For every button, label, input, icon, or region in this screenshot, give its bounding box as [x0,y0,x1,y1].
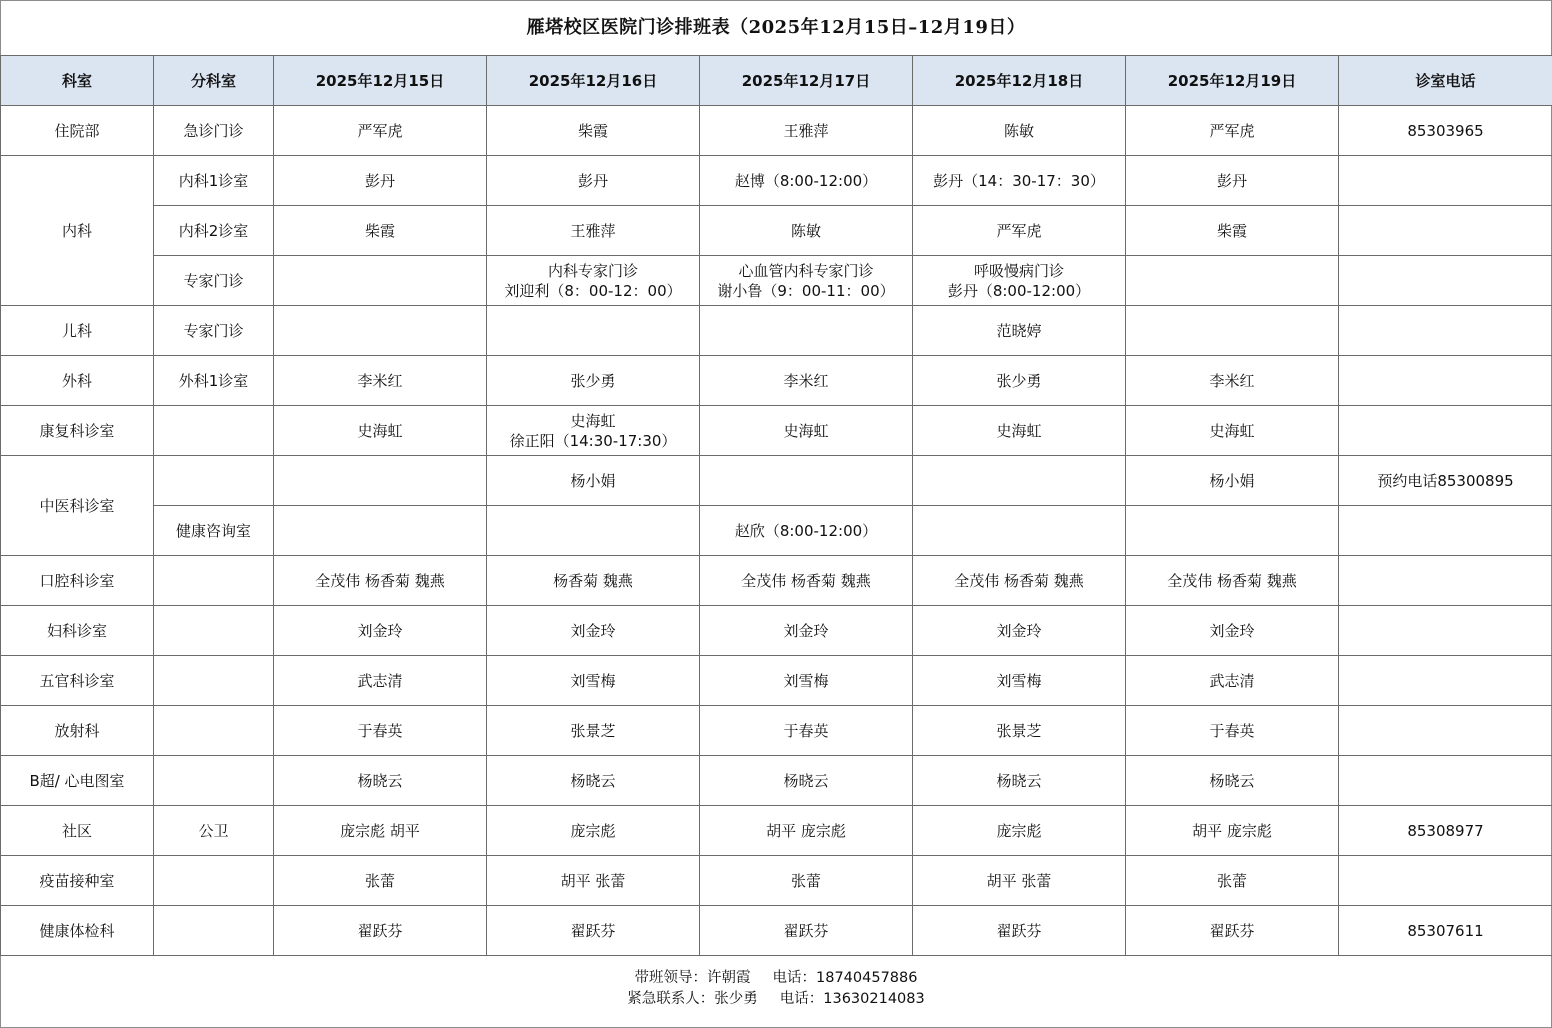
clinic-name: 心血管内科专家门诊 [738,261,874,280]
header-day-2: 2025年12月16日 [487,56,700,106]
phone-cell [1339,506,1552,556]
day-cell: 庞宗彪 胡平 [274,806,487,856]
day-cell: 刘金玲 [1126,606,1339,656]
day-cell: 柴霞 [487,106,700,156]
day-cell: 翟跃芬 [487,906,700,956]
table-row [1,656,1552,706]
phone-cell: 85308977 [1339,806,1552,856]
day-cell: 刘雪梅 [700,656,913,706]
subdept-cell [154,856,274,906]
day-cell: 柴霞 [1126,206,1339,256]
day-cell: 刘金玲 [913,606,1126,656]
dept-cell: 健康体检科 [1,906,154,956]
subdept-cell: 专家门诊 [154,306,274,356]
table-row [1,356,1552,406]
day-cell: 全茂伟 杨香菊 魏燕 [274,556,487,606]
day-cell: 全茂伟 杨香菊 魏燕 [700,556,913,606]
dept-cell: 放射科 [1,706,154,756]
dept-cell: 口腔科诊室 [1,556,154,606]
day-cell: 张蕾 [1126,856,1339,906]
table-row [1,706,1552,756]
day-cell: 王雅萍 [487,206,700,256]
day-cell: 李米红 [700,356,913,406]
dept-cell: 内科 [1,156,154,306]
subdept-cell [154,456,274,506]
day-cell: 严军虎 [274,106,487,156]
day-cell: 于春英 [274,706,487,756]
phone-cell: 85303965 [1339,106,1552,156]
day-cell: 刘金玲 [487,606,700,656]
phone-cell [1339,356,1552,406]
day-cell [487,306,700,356]
day-cell [274,456,487,506]
day-cell [700,456,913,506]
table-row [1,456,1552,506]
header-day-3: 2025年12月17日 [700,56,913,106]
day-cell: 庞宗彪 [487,806,700,856]
day-cell: 杨小娟 [487,456,700,506]
day-cell [913,456,1126,506]
phone-cell [1339,706,1552,756]
leader-label: 带班领导：许朝霞 [634,970,751,986]
subdept-cell [154,406,274,456]
phone-cell [1339,656,1552,706]
day-cell [274,506,487,556]
contact-label: 紧急联系人：张少勇 [627,991,758,1007]
day-cell: 武志清 [274,656,487,706]
day-cell: 赵博（8:00-12:00） [700,156,913,206]
day-cell: 刘雪梅 [913,656,1126,706]
doctor-time: 徐正阳（14:30-17:30） [509,431,677,450]
clinic-name: 呼吸慢病门诊 [973,261,1064,280]
phone-cell [1339,556,1552,606]
clinic-name: 内科专家门诊 [547,261,638,280]
page-title: 雁塔校区医院门诊排班表（2025年12月15日–12月19日） [526,17,1026,38]
day-cell: 彭丹 [487,156,700,206]
footer-contacts [1,968,1551,1010]
subdept-cell [154,606,274,656]
day-cell: 彭丹 [274,156,487,206]
subdept-cell: 内科2诊室 [154,206,274,256]
day-cell: 王雅萍 [700,106,913,156]
day-cell: 全茂伟 杨香菊 魏燕 [913,556,1126,606]
day-cell: 杨香菊 魏燕 [487,556,700,606]
table-row [1,406,1552,456]
day-cell [913,506,1126,556]
day-cell: 刘雪梅 [487,656,700,706]
leader-phone: 电话：18740457886 [772,970,918,986]
leader-line [1,968,1551,989]
subdept-cell [154,656,274,706]
day-cell: 史海虹 [700,406,913,456]
dept-cell: 外科 [1,356,154,406]
day-cell [487,256,700,306]
header-row [1,56,1552,106]
day-cell: 庞宗彪 [913,806,1126,856]
table-row [1,106,1552,156]
day-cell: 胡平 庞宗彪 [700,806,913,856]
doctor-name: 史海虹 [570,411,616,430]
phone-cell [1339,256,1552,306]
day-cell [274,306,487,356]
day-cell [700,306,913,356]
day-cell: 张蕾 [700,856,913,906]
day-cell: 张少勇 [487,356,700,406]
phone-cell [1339,206,1552,256]
header-dept: 科室 [1,56,154,106]
dept-cell: 康复科诊室 [1,406,154,456]
day-cell [913,256,1126,306]
day-cell [1126,506,1339,556]
subdept-cell [154,556,274,606]
day-cell: 杨晓云 [913,756,1126,806]
day-cell: 于春英 [700,706,913,756]
day-cell: 张少勇 [913,356,1126,406]
day-cell: 杨晓云 [274,756,487,806]
day-cell [487,406,700,456]
phone-cell: 85307611 [1339,906,1552,956]
day-cell: 李米红 [274,356,487,406]
subdept-cell: 专家门诊 [154,256,274,306]
phone-cell [1339,606,1552,656]
day-cell: 翟跃芬 [1126,906,1339,956]
day-cell [700,256,913,306]
day-cell: 史海虹 [274,406,487,456]
table-row [1,206,1552,256]
phone-cell [1339,156,1552,206]
day-cell: 杨晓云 [700,756,913,806]
day-cell: 彭丹（14：30-17：30） [913,156,1126,206]
subdept-cell [154,906,274,956]
day-cell: 张景芝 [913,706,1126,756]
table-row [1,806,1552,856]
table-row [1,756,1552,806]
table-row [1,156,1552,206]
day-cell: 赵欣（8:00-12:00） [700,506,913,556]
dept-cell: 五官科诊室 [1,656,154,706]
table-row [1,856,1552,906]
schedule-table [0,55,1552,956]
table-row [1,256,1552,306]
day-cell: 柴霞 [274,206,487,256]
doctor-time: 彭丹（8:00-12:00） [947,281,1091,300]
dept-cell: B超/ 心电图室 [1,756,154,806]
day-cell: 陈敏 [913,106,1126,156]
day-cell [487,506,700,556]
dept-cell: 儿科 [1,306,154,356]
header-subdept: 分科室 [154,56,274,106]
phone-cell [1339,856,1552,906]
day-cell: 严军虎 [1126,106,1339,156]
day-cell: 翟跃芬 [700,906,913,956]
day-cell: 全茂伟 杨香菊 魏燕 [1126,556,1339,606]
day-cell: 杨晓云 [1126,756,1339,806]
day-cell: 翟跃芬 [274,906,487,956]
table-row [1,556,1552,606]
subdept-cell [154,756,274,806]
day-cell: 陈敏 [700,206,913,256]
table-row [1,506,1552,556]
day-cell: 范晓婷 [913,306,1126,356]
dept-cell: 住院部 [1,106,154,156]
subdept-cell: 内科1诊室 [154,156,274,206]
subdept-cell: 急诊门诊 [154,106,274,156]
day-cell: 张蕾 [274,856,487,906]
day-cell [1126,306,1339,356]
day-cell: 刘金玲 [700,606,913,656]
day-cell [274,256,487,306]
day-cell: 胡平 张蕾 [487,856,700,906]
subdept-cell: 健康咨询室 [154,506,274,556]
day-cell: 胡平 庞宗彪 [1126,806,1339,856]
day-cell: 刘金玲 [274,606,487,656]
day-cell: 史海虹 [1126,406,1339,456]
phone-cell [1339,306,1552,356]
phone-cell: 预约电话85300895 [1339,456,1552,506]
header-day-4: 2025年12月18日 [913,56,1126,106]
day-cell: 李米红 [1126,356,1339,406]
day-cell: 史海虹 [913,406,1126,456]
doctor-time: 刘迎利（8：00-12：00） [504,281,682,300]
contact-line [1,989,1551,1010]
day-cell: 翟跃芬 [913,906,1126,956]
doctor-time: 谢小鲁（9：00-11：00） [717,281,895,300]
dept-cell: 疫苗接种室 [1,856,154,906]
dept-cell: 妇科诊室 [1,606,154,656]
subdept-cell: 公卫 [154,806,274,856]
day-cell: 胡平 张蕾 [913,856,1126,906]
day-cell: 张景芝 [487,706,700,756]
dept-cell: 中医科诊室 [1,456,154,556]
day-cell: 杨晓云 [487,756,700,806]
phone-cell [1339,406,1552,456]
day-cell: 于春英 [1126,706,1339,756]
day-cell: 杨小娟 [1126,456,1339,506]
day-cell [1126,256,1339,306]
table-row [1,606,1552,656]
phone-cell [1339,756,1552,806]
day-cell: 武志清 [1126,656,1339,706]
header-day-1: 2025年12月15日 [274,56,487,106]
header-day-5: 2025年12月19日 [1126,56,1339,106]
day-cell: 彭丹 [1126,156,1339,206]
table-row [1,906,1552,956]
dept-cell: 社区 [1,806,154,856]
table-row [1,306,1552,356]
day-cell: 严军虎 [913,206,1126,256]
header-phone: 诊室电话 [1339,56,1552,106]
subdept-cell: 外科1诊室 [154,356,274,406]
contact-phone: 电话：13630214083 [779,991,925,1007]
subdept-cell [154,706,274,756]
